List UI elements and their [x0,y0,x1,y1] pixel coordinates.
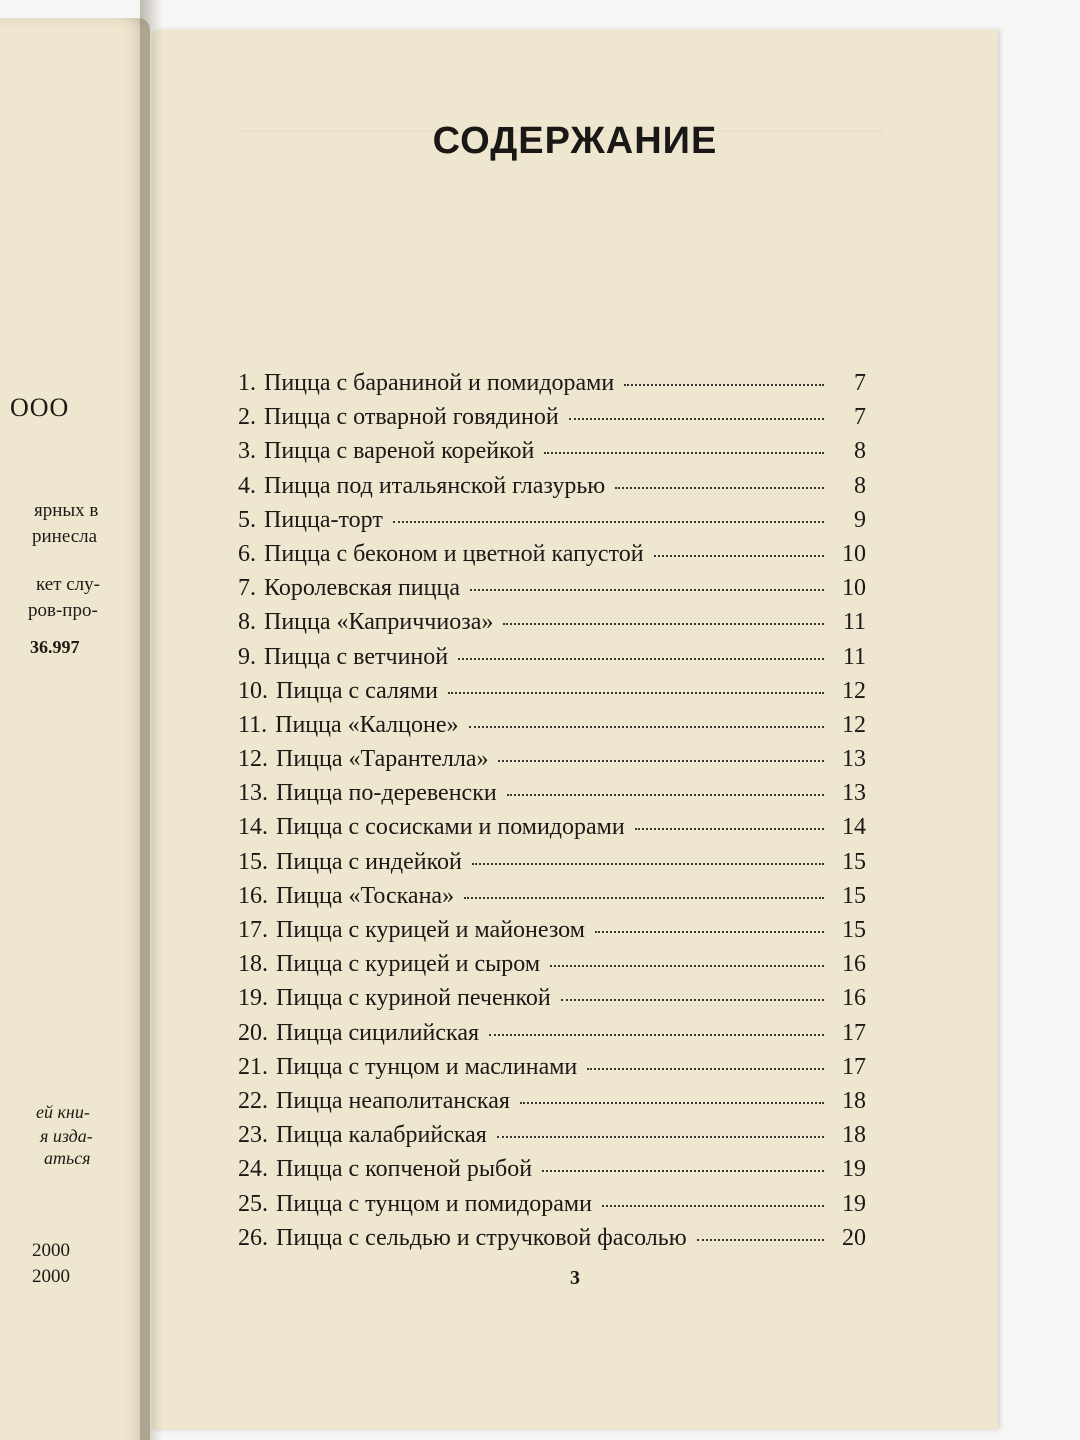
show-through-texture [242,130,882,352]
toc-item-title: Пицца с сельдью и стручковой фасолью [276,1224,687,1251]
toc-item-number: 25. [238,1190,268,1217]
left-fragment: ярных в [34,500,99,521]
toc-item-page: 8 [854,472,866,499]
toc-item-page: 10 [842,540,866,567]
toc-item-page: 18 [842,1122,866,1149]
toc-item-title: Пицца «Тарантелла» [276,746,489,773]
book-gutter [140,0,162,1440]
dot-leader [654,555,824,557]
toc-item [238,404,866,438]
toc-item [238,746,866,780]
toc-item-title: Пицца с беконом и цветной капустой [264,540,644,567]
toc-item [238,678,866,712]
left-fragment: 36.997 [30,637,80,657]
toc-item-title: Пицца с ветчиной [264,643,449,670]
toc-item [238,541,866,575]
toc-item-page: 12 [842,711,866,738]
toc-item-number: 4. [238,472,256,499]
toc-item-page: 7 [854,404,866,431]
toc-item [238,644,866,678]
toc-item [238,1122,866,1156]
toc-item [238,1225,866,1259]
toc-item-title: Пицца с копченой рыбой [276,1156,533,1183]
left-fragment: 2000 [32,1266,70,1287]
toc-item-page: 7 [854,370,866,396]
toc-item [238,575,866,609]
toc-item-number: 13. [238,780,268,807]
dot-leader [458,658,824,660]
toc-item [238,609,866,643]
toc-item-title: Пицца с салями [276,677,439,704]
dot-leader [697,1239,824,1241]
dot-leader [635,828,824,830]
toc-item-page: 16 [842,985,866,1012]
toc-item [238,1088,866,1122]
toc-item-page: 18 [842,1087,866,1114]
page-number: 3 [570,1267,580,1289]
toc-item-title: Пицца с бараниной и помидорами [264,370,615,396]
toc-item [238,370,866,404]
dot-leader [448,692,824,694]
toc-item-number: 1. [238,370,256,396]
toc-item-number: 16. [238,882,268,909]
dot-leader [550,965,824,967]
toc-item-number: 5. [238,506,256,533]
dot-leader [595,931,824,933]
toc-item [238,1156,866,1190]
dot-leader [507,794,824,796]
toc-item-page: 9 [854,506,866,533]
toc-item-number: 9. [238,643,256,670]
toc-item-title: Пицца с тунцом и помидорами [276,1190,592,1217]
toc-item-title: Пицца с курицей и майонезом [276,917,585,943]
toc-item-number: 19. [238,985,268,1012]
toc-item [238,507,866,541]
dot-leader [472,863,824,865]
left-fragment: 2000 [32,1240,70,1261]
toc-item-number: 3. [238,438,256,465]
toc-item [238,917,866,951]
left-fragment: аться [44,1148,91,1168]
dot-leader [469,726,825,728]
dot-leader [464,897,824,899]
toc-item-title: Пицца «Каприччиоза» [264,609,494,636]
toc-item-title: Пицца с куриной печенкой [276,985,551,1012]
toc-item-title: Пицца с тунцом и маслинами [276,1053,578,1080]
toc-item-page: 15 [842,917,866,943]
left-fragment: ров-про- [28,600,98,621]
toc-item [238,814,866,848]
toc-item [238,849,866,883]
toc-item-page: 19 [842,1156,866,1183]
dot-leader [615,487,824,489]
dot-leader [569,418,824,420]
page-title: СОДЕРЖАНИЕ [432,120,718,162]
toc-item-number: 12. [238,746,268,773]
toc-item-page: 13 [842,746,866,773]
left-fragment: ей кни- [36,1102,90,1122]
toc-item [238,883,866,917]
toc-item-title: Пицца «Калцоне» [275,711,459,738]
dot-leader [498,760,824,762]
dot-leader [561,999,824,1001]
toc-item-title: Пицца калабрийская [276,1122,487,1149]
toc-item [238,712,866,746]
toc-item-number: 21. [238,1053,268,1080]
dot-leader [520,1102,824,1104]
toc-item-page: 20 [842,1224,866,1251]
toc-item-title: Пицца «Тоскана» [276,882,455,909]
toc-item-page: 17 [842,1053,866,1080]
dot-leader [542,1170,824,1172]
toc-item-title: Пицца с сосисками и помидорами [276,814,625,841]
toc-item-title: Пицца-торт [264,506,383,533]
toc-item [238,951,866,985]
toc-item-number: 7. [238,575,256,602]
toc-item-number: 20. [238,1019,268,1046]
toc-item-page: 15 [842,882,866,909]
toc-item-number: 26. [238,1224,268,1251]
toc-item-title: Королевская пицца [264,575,460,602]
dot-leader [544,452,824,454]
toc-item [238,985,866,1019]
toc-item [238,1020,866,1054]
toc-item-page: 10 [842,575,866,602]
toc-item-number: 23. [238,1122,268,1149]
toc-item-page: 11 [842,609,866,636]
toc-item-page: 11 [842,643,866,670]
toc-item-number: 2. [238,404,256,431]
toc-item-page: 16 [842,951,866,978]
toc-item [238,473,866,507]
dot-leader [470,589,824,591]
dot-leader [587,1068,824,1070]
toc-item-title: Пицца с вареной корейкой [264,438,535,465]
toc-item-number: 6. [238,540,256,567]
toc-item-number: 11. [238,711,268,738]
dot-leader [503,623,824,625]
left-fragment: я изда- [40,1126,93,1146]
toc-item-title: Пицца сицилийская [276,1019,480,1046]
toc-item-number: 24. [238,1156,268,1183]
left-fragment: кет слу- [36,574,100,595]
toc-item-number: 22. [238,1087,268,1114]
toc-item-title: Пицца с отварной говядиной [264,404,559,431]
dot-leader [624,384,824,386]
toc-item-number: 10. [238,677,268,704]
toc-item-page: 8 [854,438,866,465]
toc-item-page: 17 [842,1019,866,1046]
toc-item-page: 14 [842,814,866,841]
toc-item-title: Пицца с курицей и сыром [276,951,541,978]
toc-item-title: Пицца с индейкой [276,848,462,875]
dot-leader [393,521,824,523]
toc-item [238,1054,866,1088]
left-page [0,18,150,1440]
toc-item-title: Пицца по-деревенски [276,780,497,807]
toc-item [238,438,866,472]
toc-item [238,780,866,814]
toc-item [238,1191,866,1225]
right-page [152,30,998,1430]
toc-item-title: Пицца неаполитанская [276,1087,510,1114]
toc-item-page: 13 [842,780,866,807]
dot-leader [602,1205,824,1207]
toc-item-title: Пицца под итальянской глазурью [264,472,606,499]
left-fragment: ООО [10,393,70,422]
toc-item-page: 15 [842,848,866,875]
toc-item-number: 17. [238,917,268,943]
dot-leader [497,1136,824,1138]
toc-item-number: 14. [238,814,268,841]
dot-leader [489,1034,824,1036]
toc-item-page: 19 [842,1190,866,1217]
left-fragment: ринесла [32,526,98,547]
table-of-contents [238,370,866,1259]
toc-item-page: 12 [842,677,866,704]
toc-item-number: 15. [238,848,268,875]
toc-item-number: 18. [238,951,268,978]
toc-item-number: 8. [238,609,256,636]
